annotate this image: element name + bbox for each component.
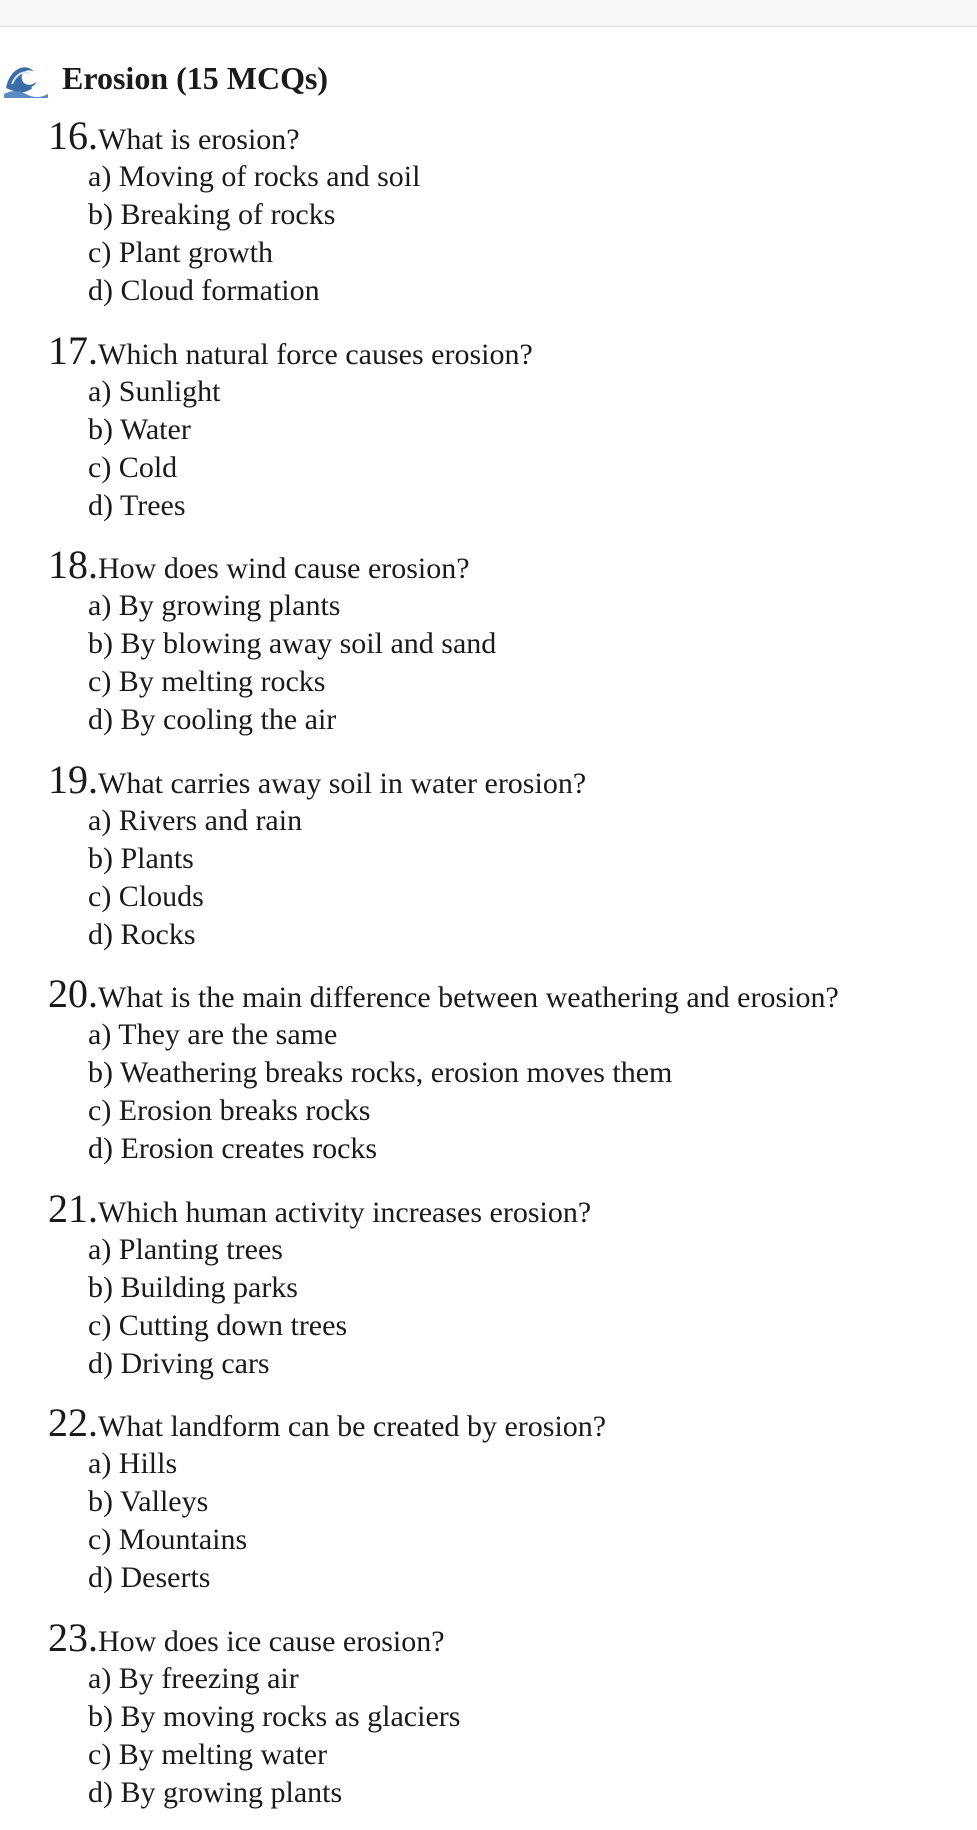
question-number: 18. <box>48 543 98 587</box>
question-22 <box>48 1401 973 1616</box>
option-d: d) Rocks <box>48 916 973 954</box>
question-text: How does ice cause erosion? <box>98 1620 445 1664</box>
question-line <box>48 972 973 1016</box>
option-b: b) By moving rocks as glaciers <box>48 1698 973 1736</box>
question-line <box>48 114 973 158</box>
question-number: 19. <box>48 758 98 802</box>
question-text: What carries away soil in water erosion? <box>98 762 586 806</box>
option-b: b) Plants <box>48 840 973 878</box>
question-text: How does wind cause erosion? <box>98 547 470 591</box>
option-c: c) By melting rocks <box>48 663 973 701</box>
question-17 <box>48 329 973 544</box>
question-text: What is the main difference between weathering and erosion? <box>98 976 839 1020</box>
question-number: 21. <box>48 1187 98 1231</box>
question-21 <box>48 1187 973 1402</box>
option-c: c) By melting water <box>48 1736 973 1774</box>
option-a: a) Rivers and rain <box>48 802 973 840</box>
option-a: a) They are the same <box>48 1016 973 1054</box>
question-18 <box>48 543 973 758</box>
wave-icon <box>4 58 48 98</box>
option-d: d) Deserts <box>48 1559 973 1597</box>
option-b: b) By blowing away soil and sand <box>48 625 973 663</box>
question-number: 22. <box>48 1401 98 1445</box>
option-b: b) Building parks <box>48 1269 973 1307</box>
question-23 <box>48 1616 973 1830</box>
option-a: a) Hills <box>48 1445 973 1483</box>
question-line <box>48 1187 973 1231</box>
option-c: c) Erosion breaks rocks <box>48 1092 973 1130</box>
option-c: c) Plant growth <box>48 234 973 272</box>
section-heading <box>4 56 328 100</box>
question-list <box>48 114 973 1830</box>
question-number: 20. <box>48 972 98 1016</box>
option-d: d) Cloud formation <box>48 272 973 310</box>
question-number: 17. <box>48 329 98 373</box>
option-a: a) Planting trees <box>48 1231 973 1269</box>
option-b: b) Breaking of rocks <box>48 196 973 234</box>
option-d: d) Driving cars <box>48 1345 973 1383</box>
question-line <box>48 758 973 802</box>
question-line <box>48 1401 973 1445</box>
option-b: b) Weathering breaks rocks, erosion moves them <box>48 1054 973 1092</box>
option-c: c) Clouds <box>48 878 973 916</box>
top-bar <box>0 0 977 27</box>
section-title: Erosion (15 MCQs) <box>62 60 328 97</box>
option-c: c) Mountains <box>48 1521 973 1559</box>
option-d: d) By growing plants <box>48 1774 973 1812</box>
option-d: d) Trees <box>48 487 973 525</box>
question-number: 23. <box>48 1616 98 1660</box>
question-line <box>48 1616 973 1660</box>
question-line <box>48 543 973 587</box>
option-d: d) By cooling the air <box>48 701 973 739</box>
option-a: a) Moving of rocks and soil <box>48 158 973 196</box>
option-b: b) Water <box>48 411 973 449</box>
option-c: c) Cutting down trees <box>48 1307 973 1345</box>
question-text: What is erosion? <box>98 118 300 162</box>
question-number: 16. <box>48 114 98 158</box>
question-text: Which natural force causes erosion? <box>98 333 533 377</box>
option-a: a) Sunlight <box>48 373 973 411</box>
option-a: a) By growing plants <box>48 587 973 625</box>
option-c: c) Cold <box>48 449 973 487</box>
option-b: b) Valleys <box>48 1483 973 1521</box>
question-19 <box>48 758 973 973</box>
question-text: Which human activity increases erosion? <box>98 1191 591 1235</box>
question-line <box>48 329 973 373</box>
question-20 <box>48 972 973 1187</box>
option-d: d) Erosion creates rocks <box>48 1130 973 1168</box>
question-text: What landform can be created by erosion? <box>98 1405 606 1449</box>
question-16 <box>48 114 973 329</box>
option-a: a) By freezing air <box>48 1660 973 1698</box>
